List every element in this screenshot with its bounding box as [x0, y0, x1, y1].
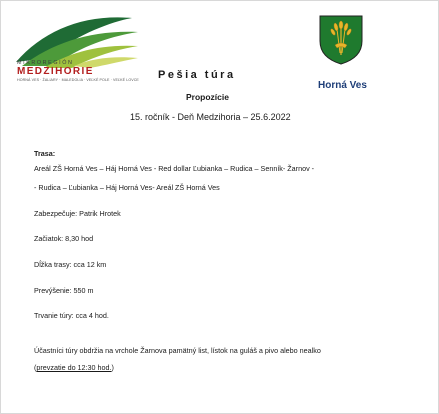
note-line-2	[34, 363, 114, 372]
duration-line: Trvanie túry: cca 4 hod.	[34, 311, 109, 320]
event-line: 15. ročník - Deň Medzihoria – 25.6.2022	[130, 112, 291, 122]
note-paren-close: )	[111, 363, 114, 372]
logo-villages-text: HORNÁ VES · ŽALIARY · MALEDOLIA · VEĽKÉ POLE · VEĽKÉ LOVCE	[17, 78, 139, 82]
logo-big-text: MEDZIHORIE	[17, 66, 94, 77]
crest-label: Horná Ves	[318, 80, 367, 91]
elevation-line: Prevýšenie: 550 m	[34, 286, 94, 295]
note-line-1: Účastníci túry obdržia na vrchole Žarnova pamätný list, lístok na guláš a pivo alebo nealko	[34, 346, 321, 355]
coat-of-arms-icon	[319, 15, 363, 65]
length-line: Dĺžka trasy: cca 12 km	[34, 260, 107, 269]
route-line-2: - Rudica – Ľubianka – Háj Horná Ves- Areál ZŠ Horná Ves	[34, 183, 220, 192]
page-title: Pešia túra	[158, 69, 236, 81]
logo-text	[17, 60, 137, 83]
page-subtitle: Propozície	[186, 92, 229, 102]
pickup-deadline: prevzatie do 12:30 hod.	[36, 363, 112, 372]
start-line: Začiatok: 8,30 hod	[34, 234, 94, 243]
organizer-line: Zabezpečuje: Patrik Hrotek	[34, 209, 121, 218]
route-label: Trasa:	[34, 149, 56, 158]
note-paren-open: (	[34, 363, 37, 372]
logo-small-text: MIKROREGIÓN	[17, 60, 74, 66]
route-line-1: Areál ZŠ Horná Ves – Háj Horná Ves - Red dollar Ľubianka – Rudica – Senník- Žarnov -	[34, 164, 315, 173]
